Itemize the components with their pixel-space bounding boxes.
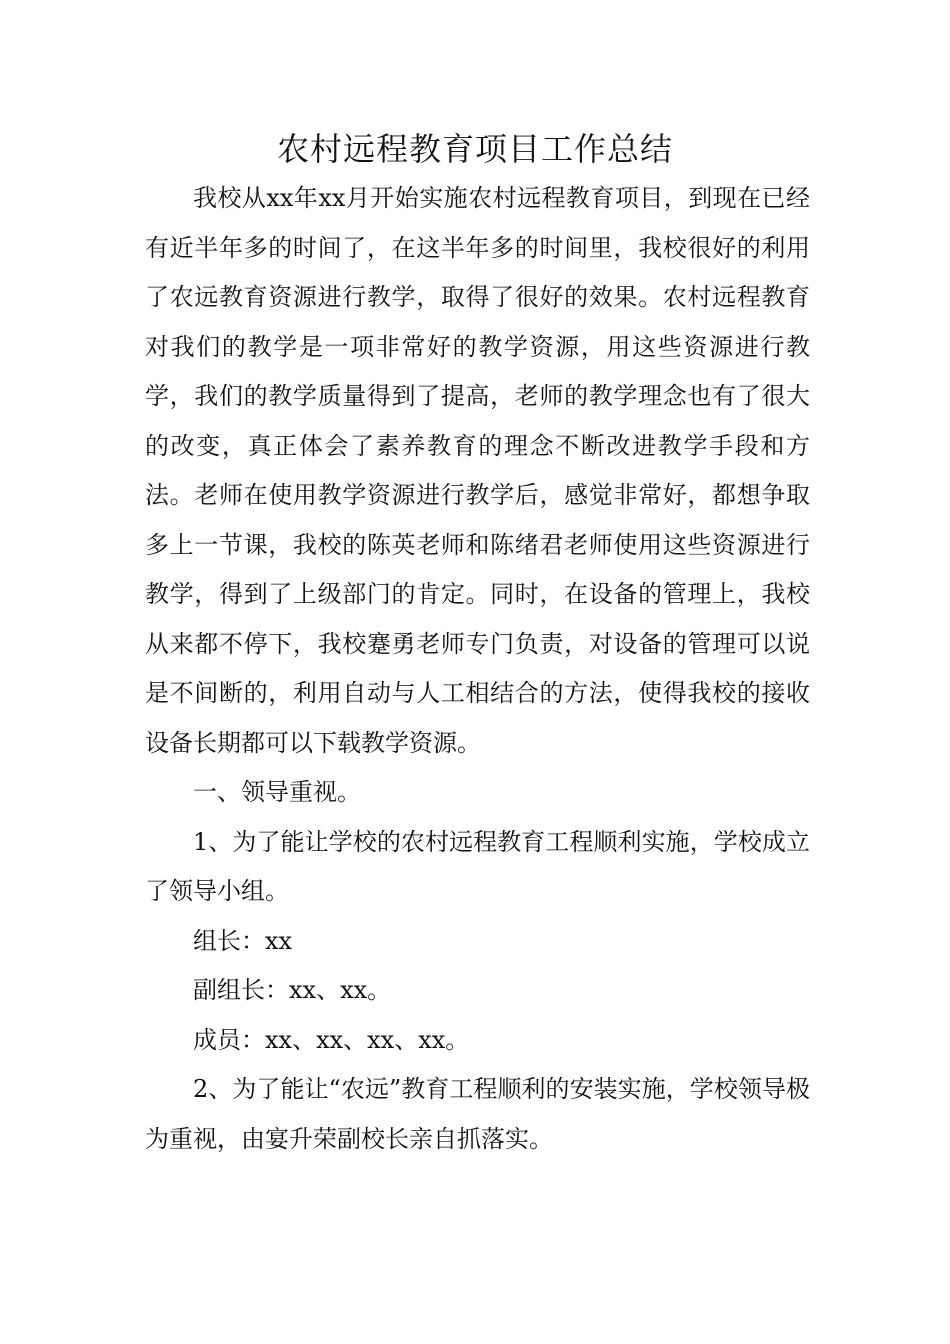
members-line: 成员：xx、xx、xx、xx。	[193, 1025, 470, 1054]
paragraph-item-2: 2、为了能让“农远”教育工程顺利的安装实施，学校领导极为重视，由宴升荣副校长亲自抓落实。	[145, 1075, 810, 1153]
deputy-leader-line: 副组长：xx、xx。	[193, 976, 392, 1004]
document-title: 农村远程教育项目工作总结	[276, 130, 673, 168]
paragraph-intro: 我校从xx年xx月开始实施农村远程教育项目，到现在已经有近半年多的时间了，在这半年多的时间里，我校很好的利用了农远教育资源进行教学，取得了很好的效果。农村远程教育对我们的教学是一项非常好的教学资源，用这些资源进行教学，我们的教学质量得到了提高，老师的教学理念也有了很大的改变，真正体会了素养教育的理念不断改进教学手段和方法。老师在使用教学资源进行教学后，感觉非常好，都想争取多上一节课，我校的陈英老师和陈绪君老师使用这些资源进行教学，得到了上级部门的肯定。同时，在设备的管理上，我校从来都不停下，我校蹇勇老师专门负责，对设备的管理可以说是不间断的，利用自动与人工相结合的方法，使得我校的接收设备长期都可以下载教学资源。	[145, 184, 810, 757]
section-heading-leadership: 一、领导重视。	[193, 778, 361, 806]
document-body	[145, 174, 810, 1164]
paragraph-item-1: 1、为了能让学校的农村远程教育工程顺利实施，学校成立了领导小组。	[145, 827, 810, 905]
team-leader-line: 组长：xx	[193, 926, 293, 955]
